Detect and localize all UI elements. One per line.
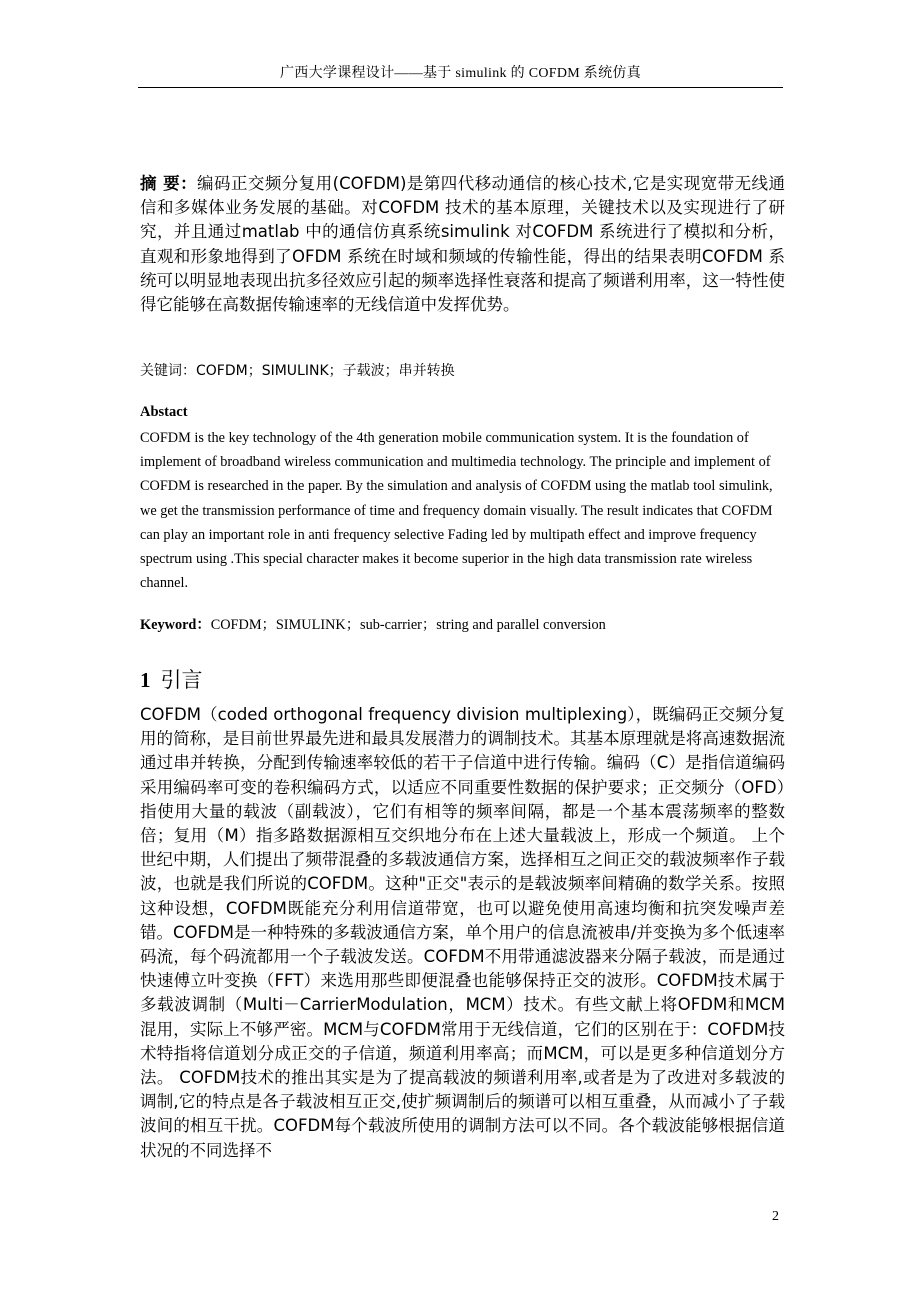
page-header: 广西大学课程设计——基于 simulink 的 COFDM 系统仿真 [280,66,641,81]
abstract-chinese [140,172,785,317]
keywords-english-label: Keyword： [140,617,211,633]
page-number: 2 [772,1209,779,1224]
keywords-chinese: 关键词：COFDM；SIMULINK；子载波；串并转换 [140,363,455,379]
section-heading [140,664,203,694]
abstract-english-text: COFDM is the key technology of the 4th generation mobile communication system. It is the foundation of implement of broadband wireless communication and multimedia technology. The principle and implement of COFDM is researched in the paper. By the simulation and analysis of COFDM using the matlab tool simulink, we get the transmission performance of time and frequency domain visually. The result indicates that COFDM can play an important role in anti frequency selective Fading led by multipath effect and improve frequency spectrum using .This special character makes it become superior in the high data transmission rate wireless channel. [140,430,773,592]
section-number: 1 [140,668,151,692]
section-title: 引言 [160,668,203,692]
abstract-english-title: Abstact [140,404,188,420]
header-rule [138,87,783,88]
abstract-chinese-text: 编码正交频分复用(COFDM)是第四代移动通信的核心技术,它是实现宽带无线通信和多媒体业务发展的基础。对COFDM 技术的基本原理，关键技术以及实现进行了研究，并且通过matlab 中的通信仿真系统simulink 对COFDM 系统进行了模拟和分析，直观和形象地得到了OFDM 系统在时域和频域的传输性能，得出的结果表明COFDM 系统可以明显地表现出抗多径效应引起的频率选择性衰落和提高了频谱利用率，这一特性使得它能够在高数据传输速率的无线信道中发挥优势。 [140,174,786,315]
body-paragraph: COFDM（coded orthogonal frequency division multiplexing），既编码正交频分复用的简称，是目前世界最先进和最具发展潜力的调制技术。其基本原理就是将高速数据流通过串并转换，分配到传输速率较低的若干子信道中进行传输。编码（C）是指信道编码采用编码率可变的卷积编码方式，以适应不同重要性数据的保护要求；正交频分（OFD）指使用大量的载波（副载波），它们有相等的频率间隔，都是一个基本震荡频率的整数倍；复用（M）指多路数据源相互交织地分布在上述大量载波上，形成一个频道。 上个世纪中期，人们提出了频带混叠的多载波通信方案，选择相互之间正交的载波频率作子载波，也就是我们所说的COFDM。这种"正交"表示的是载波频率间精确的数学关系。按照这种设想，COFDM既能充分利用信道带宽，也可以避免使用高速均衡和抗突发噪声差错。COFDM是一种特殊的多载波通信方案，单个用户的信息流被串/并变换为多个低速率码流，每个码流都用一个子载波发送。COFDM不用带通滤波器来分隔子载波，而是通过快速傅立叶变换（FFT）来选用那些即便混叠也能够保持正交的波形。COFDM技术属于多载波调制（Multi－CarrierModulation，MCM）技术。有些文献上将OFDM和MCM混用，实际上不够严密。MCM与COFDM常用于无线信道，它们的区别在于：COFDM技术特指将信道划分成正交的子信道，频道利用率高；而MCM，可以是更多种信道划分方法。 COFDM技术的推出其实是为了提高载波的频谱利用率,或者是为了改进对多载波的调制,它的特点是各子载波相互正交,使扩频调制后的频谱可以相互重叠，从而减小了子载波间的相互干扰。COFDM每个载波所使用的调制方法可以不同。各个载波能够根据信道状况的不同选择不 [140,705,785,1160]
abstract-label: 摘 要： [140,174,198,193]
keywords-english-text: COFDM；SIMULINK；sub-carrier；string and parallel conversion [210,617,606,633]
keywords-english [140,614,790,634]
